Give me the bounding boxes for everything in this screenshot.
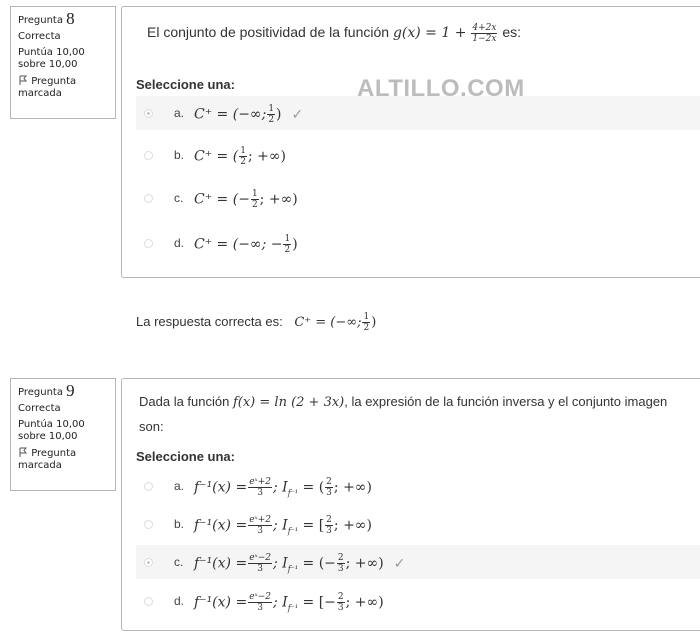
question-box-9 xyxy=(121,378,700,631)
radio-button[interactable] xyxy=(144,597,153,606)
radio-button[interactable] xyxy=(144,482,153,491)
answer-option-d[interactable]: d. C⁺ = (−∞; − $\frac{1}{2}$ ) xyxy=(136,226,700,260)
radio-button[interactable] xyxy=(144,109,153,118)
question-grade: Puntúa 10,00 sobre 10,00 xyxy=(18,47,85,70)
radio-button[interactable] xyxy=(144,151,153,160)
radio-button[interactable] xyxy=(144,520,153,529)
flag-icon xyxy=(18,447,28,457)
flag-icon xyxy=(18,75,28,85)
answer-option-c[interactable]: c. f⁻¹(x) = $\frac{\text{eˣ−2}}{3}$ ; $I_{f^{-1}}$ = (− $\frac{2}{3}$ ; +∞) ✓ xyxy=(136,545,700,579)
question-text: Dada la función f(x) = ln (2 + 3x), la expresión de la función inversa y el conjunto imagen son: xyxy=(139,394,668,434)
question-box-8 xyxy=(121,6,700,278)
answer-option-a[interactable]: a. f⁻¹(x) = $\frac{\text{eˣ+2}}{3}$ ; $I_{f^{-1}}$ = ( $\frac{2}{3}$ ; +∞) xyxy=(136,469,700,503)
question-grade: Puntúa 10,00 sobre 10,00 xyxy=(18,419,85,442)
check-icon: ✓ xyxy=(393,555,406,572)
question-number: Pregunta 9 xyxy=(18,381,75,400)
question-status: Correcta xyxy=(18,31,61,42)
select-one-label: Seleccione una: xyxy=(136,449,235,464)
correct-answer-feedback: La respuesta correcta es: C⁺ = (−∞; $\frac{1}{2}$ ) xyxy=(136,312,377,333)
radio-button[interactable] xyxy=(144,239,153,248)
check-icon: ✓ xyxy=(291,106,304,123)
radio-button[interactable] xyxy=(144,194,153,203)
question-number: Pregunta 8 xyxy=(18,9,75,28)
radio-button[interactable] xyxy=(144,558,153,567)
question-status: Correcta xyxy=(18,403,61,414)
answer-option-d[interactable]: d. f⁻¹(x) = $\frac{\text{eˣ−2}}{3}$ ; $I_{f^{-1}}$ = [− $\frac{2}{3}$ ; +∞) xyxy=(136,584,700,618)
answer-option-a[interactable]: a. C⁺ = (−∞; $\frac{1}{2}$ ) ✓ xyxy=(136,96,700,130)
watermark: ALTILLO.COM xyxy=(357,75,525,102)
flag-question-toggle[interactable]: Pregunta marcada xyxy=(18,448,77,471)
answer-option-b[interactable]: b. C⁺ = ( $\frac{1}{2}$ ; +∞) xyxy=(136,138,700,172)
question-text: El conjunto de positividad de la función g(x) = 1 + $\frac{4+2x}{1-2x}$ es: xyxy=(147,23,521,44)
flag-question-toggle[interactable]: Pregunta marcada xyxy=(18,76,77,99)
select-one-label: Seleccione una: xyxy=(136,77,235,92)
answer-option-c[interactable]: c. C⁺ = (− $\frac{1}{2}$ ; +∞) xyxy=(136,181,700,215)
question-info-8 xyxy=(10,6,116,119)
question-info-9 xyxy=(10,378,116,491)
answer-option-b[interactable]: b. f⁻¹(x) = $\frac{\text{eˣ+2}}{3}$ ; $I_{f^{-1}}$ = [ $\frac{2}{3}$ ; +∞) xyxy=(136,507,700,541)
